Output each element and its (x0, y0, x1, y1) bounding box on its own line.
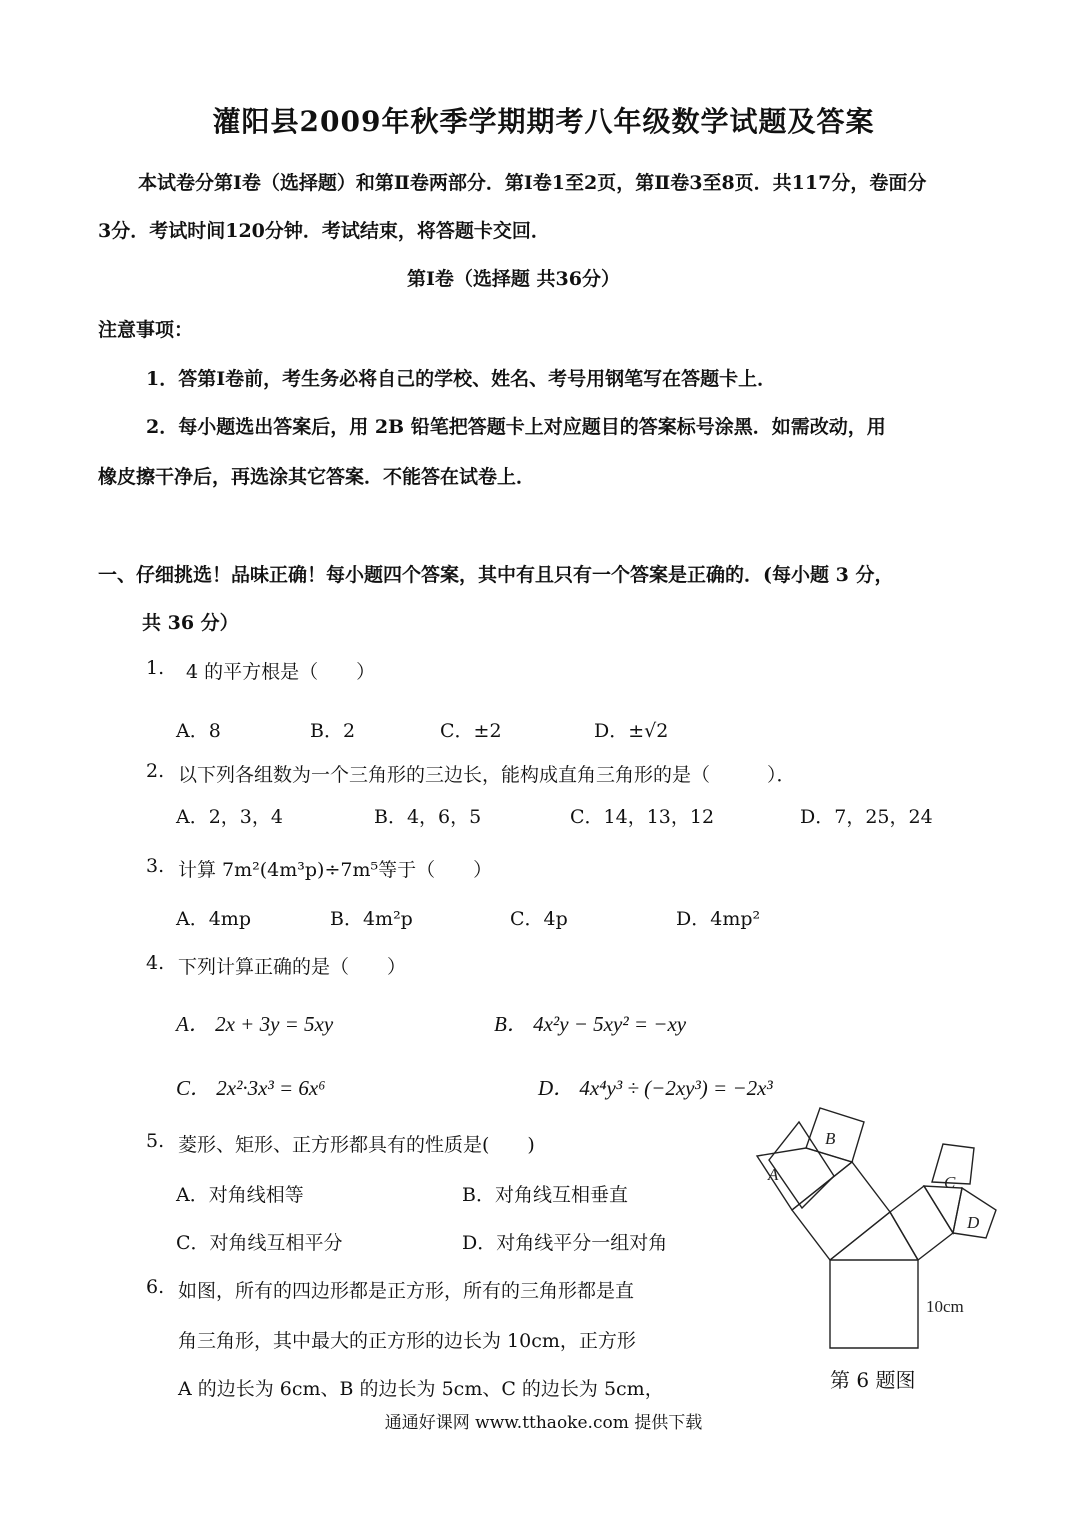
notes-item-1: 1．答第Ⅰ卷前，考生务必将自己的学校、姓名、考号用钢笔写在答题卡上． (146, 368, 777, 390)
notes-item-2-line-1: 2．每小题选出答案后，用 2B 铅笔把答题卡上对应题目的答案标号涂黑．如需改动，用 (146, 416, 886, 438)
right-middle-square (890, 1186, 953, 1260)
question-2-option-c: C．14，13，12 (570, 806, 715, 828)
question-2-number: 2. (146, 760, 165, 782)
question-3-option-d: D．4mp² (676, 908, 761, 930)
question-1-number: 1. (146, 657, 165, 679)
figure-dimension-label: 10cm (926, 1297, 964, 1316)
question-3-option-c: C．4p (510, 908, 568, 930)
question-4-option-c: C． 2x²·3x³ = 6x⁶ (176, 1076, 326, 1100)
question-3-option-a: A．4mp (176, 908, 251, 930)
question-2-option-b: B．4，6，5 (374, 806, 482, 828)
figure-label-d: D (967, 1213, 980, 1232)
figure-label-b: B (825, 1129, 836, 1148)
right-triangle (924, 1186, 962, 1233)
question-5-option-c: C．对角线互相平分 (176, 1232, 343, 1254)
question-5-option-d: D．对角线平分一组对角 (462, 1232, 668, 1254)
figure-caption: 第 6 题图 (830, 1368, 916, 1392)
notes-item-2-line-2: 橡皮擦干净后，再选涂其它答案．不能答在试卷上． (98, 466, 536, 488)
question-2-option-a: A．2，3，4 (176, 806, 283, 828)
figure-label-c: C (944, 1173, 956, 1192)
question-1-stem: 4 的平方根是（ ） (186, 661, 376, 683)
part1-heading-line-1: 一、仔细挑选！品味正确！每小题四个答案，其中有且只有一个答案是正确的．(每小题 3 分， (98, 564, 894, 586)
left-middle-square (792, 1162, 890, 1260)
question-4-stem: 下列计算正确的是（ ） (178, 956, 407, 978)
question-2-stem: 以下列各组数为一个三角形的三边长，能构成直角三角形的是（ ）． (178, 764, 796, 786)
intro-line-2: 3分．考试时间120分钟．考试结束，将答题卡交回． (98, 220, 550, 242)
question-6-number: 6. (146, 1276, 165, 1298)
part1-heading-line-2: 共 36 分） (142, 612, 239, 634)
document-title: 灌阳县2009年秋季学期期考八年级数学试题及答案 (212, 105, 875, 138)
question-6-stem-line-2: 角三角形，其中最大的正方形的边长为 10cm，正方形 (178, 1330, 636, 1352)
question-5-option-a: A．对角线相等 (176, 1184, 304, 1206)
question-1-option-a: A．8 (176, 720, 221, 742)
question-5-option-b: B．对角线互相垂直 (462, 1184, 628, 1206)
question-4-option-a: A． 2x + 3y = 5xy (176, 1012, 334, 1036)
pythagoras-tree-figure (730, 1100, 1020, 1360)
page-footer: 通通好课网 www.tthaoke.com 提供下载 (384, 1413, 703, 1433)
question-5-number: 5. (146, 1130, 165, 1152)
question-4-option-d: D． 4x⁴y³ ÷ (−2xy³) = −2x³ (538, 1076, 773, 1100)
question-1-option-b: B．2 (310, 720, 356, 742)
bottom-triangle (830, 1212, 918, 1260)
question-5-stem: 菱形、矩形、正方形都具有的性质是( ) (178, 1134, 535, 1156)
question-4-number: 4. (146, 952, 165, 974)
question-4-option-b: B． 4x²y − 5xy² = −xy (494, 1012, 687, 1036)
notes-heading: 注意事项： (98, 319, 194, 341)
question-3-option-b: B．4m²p (330, 908, 413, 930)
largest-square (830, 1260, 918, 1348)
question-6-stem-line-1: 如图，所有的四边形都是正方形，所有的三角形都是直 (178, 1280, 635, 1302)
intro-line-1: 本试卷分第Ⅰ卷（选择题）和第Ⅱ卷两部分．第Ⅰ卷1至2页，第Ⅱ卷3至8页．共117分，卷面分 (138, 172, 927, 194)
section-heading: 第Ⅰ卷（选择题 共36分） (407, 268, 620, 290)
question-1-option-c: C．±2 (440, 720, 502, 742)
figure-label-a: A (768, 1165, 779, 1184)
question-3-stem: 计算 7m²(4m³p)÷7m⁵等于（ ） (178, 859, 493, 881)
question-2-option-d: D．7，25，24 (800, 806, 933, 828)
question-6-stem-line-3: A 的边长为 6cm、B 的边长为 5cm、C 的边长为 5cm， (178, 1378, 664, 1400)
question-1-option-d: D．±√2 (594, 720, 669, 742)
question-3-number: 3. (146, 855, 165, 877)
